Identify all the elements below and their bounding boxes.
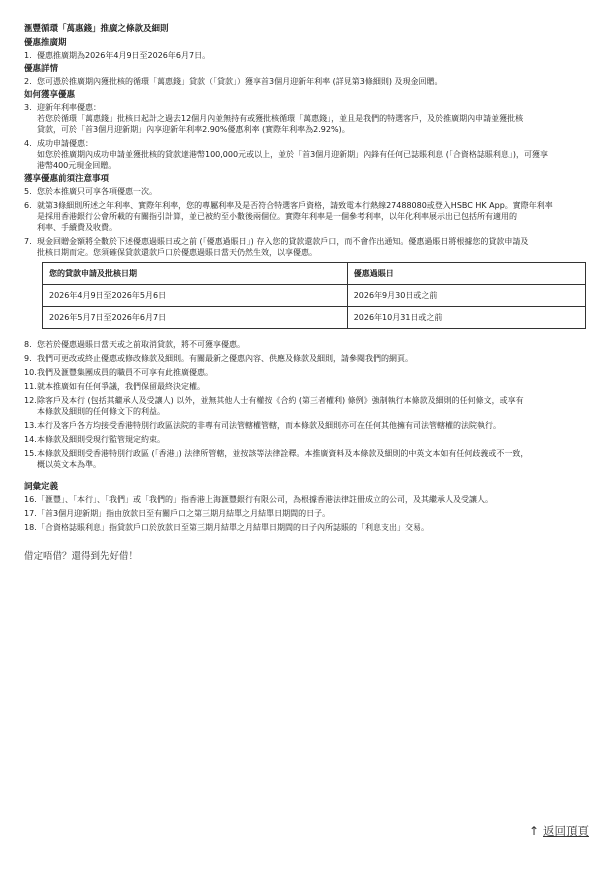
item-text <box>37 50 592 61</box>
item-line: 本條款及細則受香港特別行政區 (「香港」) 法律所管轄，並按該等法律詮釋。本推廣資料及本條款及細則的中英文本如有任何歧義或不一致， <box>37 449 529 458</box>
item-number: 1. <box>24 51 32 60</box>
section-heading: 優惠推廣期 <box>24 38 67 48</box>
item-text <box>37 186 592 197</box>
table-cell: 2026年10月31日或之前 <box>347 307 585 329</box>
table-row <box>43 285 586 307</box>
item-line: 現金回贈金額將全數於下述優惠過賬日或之前 (「優惠過賬日」) 存入您的貸款還款戶口，而不會作出通知。優惠過賬日將根據您的貸款申請及 <box>37 237 529 246</box>
item-line: 是採用香港銀行公會所載的有關指引計算，並已被約至小數後兩個位。實際年利率是一個參考利率，以年化利率展示出已包括所有適用的 <box>37 212 517 221</box>
list-item <box>24 50 592 61</box>
item-line: 本條款及細則受現行監管規定約束。 <box>37 435 165 444</box>
item-number: 18. <box>24 523 37 532</box>
item-number: 12. <box>24 396 37 405</box>
section-heading: 如何獲享優惠 <box>24 90 76 100</box>
item-text <box>37 494 592 505</box>
item-text <box>37 367 592 378</box>
terms-document <box>24 24 592 536</box>
item-line: 「合資格誌賬利息」指貸款戶口於放款日至第三期月結單之月結單日期間的日子內所誌賬的「利息支出」交易。 <box>37 523 429 532</box>
item-line: 若您於循環「萬惠錢」批核日起計之過去12個月內並無持有或獲批核循環「萬惠錢」，並且是我們的特選客戶，及於推廣期內申請並獲批核 <box>37 114 524 123</box>
list-item <box>24 138 592 171</box>
list-item <box>24 395 592 417</box>
list-item <box>24 522 592 533</box>
definitions-list <box>24 494 592 533</box>
item-number: 17. <box>24 509 37 518</box>
item-line: 如您於推廣期內成功申請並獲批核的貸款達港幣100,000元或以上，並於「首3個月迎新期」內鋒有任何已誌賬利息 (「合資格誌賬利息」)，可獲享 <box>37 150 548 159</box>
item-line: 迎新年利率優惠： <box>37 103 101 112</box>
table-cell: 2026年9月30日或之前 <box>347 285 585 307</box>
item-line: 本條款及細則的任何條文下的利益。 <box>37 407 165 416</box>
item-number: 5. <box>24 187 32 196</box>
item-line: 本行及客戶各方均接受香港特別行政區法院的非專有司法管轄權管轄，而本條款及細則亦可在任何其他擁有司法管轄權的法院執行。 <box>37 421 501 430</box>
table-header-row <box>43 263 586 285</box>
item-line: 概以英文本為準。 <box>37 460 101 469</box>
list-item <box>24 76 592 87</box>
item-line: 除客戶及本行 (包括其繼承人及受讓人) 以外，並無其他人士有權按《合約 (第三者權利) 條例》強制執行本條款及細則的任何條文，或享有 <box>37 396 524 405</box>
item-line: 優惠推廣期為2026年4月9日至2026年6月7日。 <box>37 51 211 60</box>
item-text <box>37 102 592 135</box>
list-item <box>24 508 592 519</box>
rebate-posting-table <box>42 262 586 329</box>
list-item <box>24 200 592 233</box>
item-number: 7. <box>24 237 32 246</box>
list-item <box>24 381 592 392</box>
list-item <box>24 236 592 258</box>
item-number: 2. <box>24 77 32 86</box>
item-line: 「滙豐」、「本行」、「我們」或「我們的」指香港上海滙豐銀行有限公司，為根據香港法律註冊成立的公司，及其繼承人及受讓人。 <box>37 495 493 504</box>
item-text <box>37 448 592 470</box>
item-text <box>37 522 592 533</box>
item-number: 3. <box>24 103 32 112</box>
item-number: 10. <box>24 368 37 377</box>
item-number: 11. <box>24 382 37 391</box>
item-text <box>37 395 592 417</box>
list-item <box>24 102 592 135</box>
item-text <box>37 200 592 233</box>
list-item <box>24 494 592 505</box>
item-number: 13. <box>24 421 37 430</box>
item-line: 批核日期而定。您須確保貸款還款戶口於優惠過賬日當天仍然生效，以享優惠。 <box>37 248 317 257</box>
item-text <box>37 339 592 350</box>
item-text <box>37 381 592 392</box>
item-text <box>37 508 592 519</box>
item-text <box>37 236 592 258</box>
item-line: 「首3個月迎新期」指由放款日至有關戶口之第三期月結單之月結單日期間的日子。 <box>37 509 331 518</box>
table-cell: 2026年4月9日至2026年5月6日 <box>43 285 348 307</box>
item-line: 我們可更改或終止優惠或修改條款及細則。有關最新之優惠內容、供應及條款及細則，請參閱我們的網頁。 <box>37 354 413 363</box>
item-number: 6. <box>24 201 32 210</box>
item-text <box>37 138 592 171</box>
item-line: 成功申請優惠： <box>37 139 93 148</box>
table-cell: 2026年5月7日至2026年6月7日 <box>43 307 348 329</box>
terms-sections <box>24 38 592 258</box>
list-item <box>24 367 592 378</box>
table-header-application-date: 您的貸款申請及批核日期 <box>43 263 348 285</box>
slogan-text: 借定唔借？還得到先好借！ <box>24 551 139 562</box>
list-item <box>24 420 592 431</box>
item-number: 15. <box>24 449 37 458</box>
section-heading: 獲享優惠前須注意事項 <box>24 174 110 184</box>
item-number: 14. <box>24 435 37 444</box>
list-item <box>24 353 592 364</box>
table-row <box>43 307 586 329</box>
item-number: 16. <box>24 495 37 504</box>
item-text <box>37 353 592 364</box>
terms-items-after-table <box>24 339 592 470</box>
item-number: 9. <box>24 354 32 363</box>
document-title: 滙豐循環「萬惠錢」推廣之條款及細則 <box>24 24 169 34</box>
item-text <box>37 420 592 431</box>
item-number: 8. <box>24 340 32 349</box>
item-line: 您可憑於推廣期內獲批核的循環「萬惠錢」貸款（「貸款」）獲享首3個月迎新年利率 (詳見第3條細則) 及現金回贈。 <box>37 77 443 86</box>
item-line: 您若於優惠過賬日當天或之前取消貸款，將不可獲享優惠。 <box>37 340 245 349</box>
item-line: 利率、手續費及收費。 <box>37 223 117 232</box>
list-item <box>24 186 592 197</box>
back-to-top-link[interactable] <box>529 823 589 839</box>
item-line: 我們及滙豐集團成員的職員不可享有此推廣優惠。 <box>37 368 213 377</box>
list-item <box>24 448 592 470</box>
back-to-top-label: 返回頂頁 <box>543 824 589 838</box>
item-line: 就本推廣如有任何爭議，我們保留最終決定權。 <box>37 382 205 391</box>
list-item <box>24 339 592 350</box>
item-text <box>37 76 592 87</box>
definitions-heading: 詞彙定義 <box>24 482 59 492</box>
arrow-up-icon: ↑ <box>528 824 539 838</box>
item-line: 您於本推廣只可享各項優惠一次。 <box>37 187 157 196</box>
section-heading: 優惠詳情 <box>24 64 59 74</box>
table-header-posting-date: 優惠過賬日 <box>347 263 585 285</box>
item-text <box>37 434 592 445</box>
item-line: 貸款，可於「首3個月迎新期」內享迎新年利率2.90%優惠利率 (實際年利率為2.92%)。 <box>37 125 350 134</box>
list-item <box>24 434 592 445</box>
item-line: 港幣400元現金回贈。 <box>37 161 117 170</box>
item-line: 就第3條細則所述之年利率、實際年利率，您的專屬利率及是否符合特選客戶資格，請致電本行熱線27488080或登入HSBC HK App。實際年利率 <box>37 201 553 210</box>
item-number: 4. <box>24 139 32 148</box>
